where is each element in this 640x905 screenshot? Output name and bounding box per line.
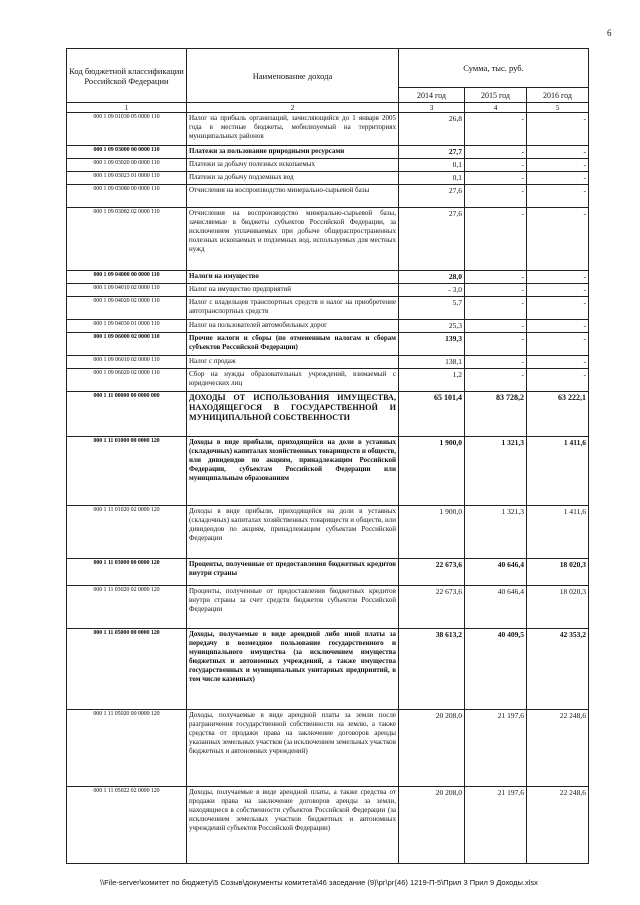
table-row	[67, 710, 589, 787]
amount-2015-cell: -	[465, 271, 527, 284]
table-row	[67, 392, 589, 437]
table-row	[67, 208, 589, 271]
amount-2015-cell: 40 646,4	[465, 586, 527, 629]
amount-2014-cell: 0,1	[399, 159, 465, 172]
header-year-2016: 2016 год	[527, 88, 589, 103]
table-row	[67, 185, 589, 208]
amount-2014-cell: 1 900,0	[399, 506, 465, 559]
budget-code-cell: 000 1 09 03020 00 0000 110	[67, 159, 187, 172]
table-row	[67, 559, 589, 586]
revenue-name-cell: Проценты, полученные от предоставления бюджетных кредитов внутри страны	[187, 559, 399, 586]
budget-code-cell: 000 1 09 03000 00 0000 110	[67, 146, 187, 159]
amount-2016-cell: 42 353,2	[527, 629, 589, 710]
amount-2014-cell: 38 613,2	[399, 629, 465, 710]
amount-2016-cell: -	[527, 113, 589, 146]
amount-2015-cell: 40 646,4	[465, 559, 527, 586]
amount-2016-cell: 22 248,6	[527, 710, 589, 787]
revenue-name-cell: Сбор на нужды образовательных учреждений, взимаемый с юридических лиц	[187, 369, 399, 392]
amount-2016-cell: -	[527, 185, 589, 208]
budget-code-cell: 000 1 09 06020 02 0000 110	[67, 369, 187, 392]
amount-2015-cell: -	[465, 146, 527, 159]
amount-2014-cell: 0,1	[399, 172, 465, 185]
budget-code-cell: 000 1 11 01020 02 0000 120	[67, 506, 187, 559]
table-body	[67, 113, 589, 864]
table-row	[67, 159, 589, 172]
table-row	[67, 320, 589, 333]
table-row	[67, 113, 589, 146]
amount-2015-cell: 40 409,5	[465, 629, 527, 710]
amount-2015-cell: -	[465, 185, 527, 208]
amount-2015-cell: -	[465, 208, 527, 271]
amount-2015-cell: -	[465, 333, 527, 356]
header-code-column: Код бюджетной классификации Российской Федерации	[67, 49, 187, 103]
budget-code-cell: 000 1 11 01000 00 0000 120	[67, 437, 187, 506]
amount-2014-cell: 22 673,6	[399, 559, 465, 586]
revenue-name-cell: Доходы в виде прибыли, приходящейся на доли в уставных (складочных) капиталах хозяйственных товариществ и обществ, или дивидендов по акциям, принадлежащим Российской Федерации, субъектам Российской Федерации или муниципальным образованиям	[187, 437, 399, 506]
revenue-name-cell: Доходы в виде прибыли, приходящейся на доли в уставных (складочных) капиталах хозяйственных товариществ и обществ, или дивидендов по акциям, принадлежащим субъектам Российской Федерации	[187, 506, 399, 559]
column-number: 4	[465, 103, 527, 113]
revenue-name-cell: Проценты, полученные от предоставления бюджетных кредитов внутри страны за счет средств бюджетов субъектов Российской Федерации	[187, 586, 399, 629]
budget-code-cell: 000 1 09 04030 01 0000 110	[67, 320, 187, 333]
amount-2014-cell: 1,2	[399, 369, 465, 392]
amount-2016-cell: -	[527, 356, 589, 369]
budget-code-cell: 000 1 09 04020 02 0000 110	[67, 297, 187, 320]
amount-2014-cell: 20 208,0	[399, 787, 465, 864]
table-row	[67, 586, 589, 629]
column-number: 2	[187, 103, 399, 113]
amount-2016-cell: -	[527, 208, 589, 271]
file-path-footer: \\File-server\комитет по бюджету\5 Созыв\документы комитета\46 заседание (9)\рг\рг(46) 1219-П-5\Прил 3 Прил 9 Доходы.xlsx	[100, 878, 538, 887]
budget-code-cell: 000 1 11 00000 00 0000 000	[67, 392, 187, 437]
amount-2016-cell: 18 020,3	[527, 586, 589, 629]
amount-2014-cell: 27,6	[399, 208, 465, 271]
amount-2014-cell: 138,1	[399, 356, 465, 369]
amount-2014-cell: 28,0	[399, 271, 465, 284]
amount-2016-cell: -	[527, 271, 589, 284]
table-row	[67, 437, 589, 506]
amount-2016-cell: -	[527, 297, 589, 320]
header-year-2014: 2014 год	[399, 88, 465, 103]
column-number: 5	[527, 103, 589, 113]
budget-code-cell: 000 1 09 06000 02 0000 110	[67, 333, 187, 356]
column-number: 1	[67, 103, 187, 113]
amount-2015-cell: 21 197,6	[465, 787, 527, 864]
table-row	[67, 297, 589, 320]
amount-2014-cell: 1 900,0	[399, 437, 465, 506]
budget-code-cell: 000 1 09 04000 00 0000 110	[67, 271, 187, 284]
revenue-name-cell: Налоги на имущество	[187, 271, 399, 284]
amount-2015-cell: -	[465, 320, 527, 333]
revenue-name-cell: Отчисления на воспроизводство минерально-сырьевой базы, зачисляемые в бюджеты субъектов Российской Федерации, за исключением уплачиваемых при добыче общераспространенных полезных ископаемых и подземных вод, используемых для местных нужд	[187, 208, 399, 271]
amount-2016-cell: 1 411,6	[527, 506, 589, 559]
table-row	[67, 172, 589, 185]
amount-2016-cell: -	[527, 369, 589, 392]
revenue-name-cell: Налог с продаж	[187, 356, 399, 369]
amount-2016-cell: 1 411,6	[527, 437, 589, 506]
column-number: 3	[399, 103, 465, 113]
revenue-name-cell: ДОХОДЫ ОТ ИСПОЛЬЗОВАНИЯ ИМУЩЕСТВА, НАХОДЯЩЕГОСЯ В ГОСУДАРСТВЕННОЙ И МУНИЦИПАЛЬНОЙ СОБСТВЕННОСТИ	[187, 392, 399, 437]
amount-2015-cell: -	[465, 159, 527, 172]
budget-code-cell: 000 1 11 05020 00 0000 120	[67, 710, 187, 787]
revenue-name-cell: Доходы, получаемые в виде арендной либо иной платы за передачу в возмездное пользование государственного и муниципального имущества (за исключением имущества бюджетных и автономных учреждений, а также имущества государственных и муниципальных унитарных предприятий, в том числе казенных)	[187, 629, 399, 710]
amount-2015-cell: 21 197,6	[465, 710, 527, 787]
amount-2016-cell: 63 222,1	[527, 392, 589, 437]
budget-code-cell: 000 1 11 05022 02 0000 120	[67, 787, 187, 864]
revenue-name-cell: Прочие налоги и сборы (по отмененным налогам и сборам субъектов Российской Федерации)	[187, 333, 399, 356]
revenue-name-cell: Налог на имущество предприятий	[187, 284, 399, 297]
amount-2014-cell: - 3,0	[399, 284, 465, 297]
revenue-name-cell: Отчисления на воспроизводство минерально-сырьевой базы	[187, 185, 399, 208]
table-row	[67, 506, 589, 559]
amount-2014-cell: 5,7	[399, 297, 465, 320]
amount-2014-cell: 20 208,0	[399, 710, 465, 787]
amount-2015-cell: 1 321,3	[465, 437, 527, 506]
amount-2015-cell: -	[465, 172, 527, 185]
revenue-name-cell: Платежи за добычу полезных ископаемых	[187, 159, 399, 172]
amount-2015-cell: 1 321,3	[465, 506, 527, 559]
budget-code-cell: 000 1 09 04010 02 0000 110	[67, 284, 187, 297]
revenue-name-cell: Платежи за пользование природными ресурсами	[187, 146, 399, 159]
amount-2014-cell: 27,6	[399, 185, 465, 208]
budget-code-cell: 000 1 09 06010 02 0000 110	[67, 356, 187, 369]
amount-2015-cell: -	[465, 284, 527, 297]
amount-2015-cell: -	[465, 356, 527, 369]
amount-2014-cell: 22 673,6	[399, 586, 465, 629]
budget-code-cell: 000 1 09 03082 02 0000 110	[67, 208, 187, 271]
amount-2014-cell: 26,8	[399, 113, 465, 146]
amount-2016-cell: -	[527, 159, 589, 172]
amount-2016-cell: -	[527, 146, 589, 159]
amount-2015-cell: -	[465, 113, 527, 146]
revenue-name-cell: Доходы, получаемые в виде арендной платы за земли после разграничения государственной собственности на землю, а также средства от продажи права на заключение договоров аренды указанных земельных участков (за исключением земельных участков бюджетных и автономных учреждений)	[187, 710, 399, 787]
header-year-2015: 2015 год	[465, 88, 527, 103]
budget-code-cell: 000 1 11 03020 02 0000 120	[67, 586, 187, 629]
budget-code-cell: 000 1 09 03080 00 0000 110	[67, 185, 187, 208]
revenue-name-cell: Доходы, получаемые в виде арендной платы, а также средства от продажи права на заключение договоров аренды за земли, находящиеся в собственности субъектов Российской Федерации (за исключением земельных участков бюджетных и автономных учреждений субъектов Российской Федерации)	[187, 787, 399, 864]
amount-2015-cell: 83 728,2	[465, 392, 527, 437]
table-row	[67, 333, 589, 356]
header-sum-column: Сумма, тыс. руб.	[399, 49, 589, 88]
amount-2016-cell: -	[527, 333, 589, 356]
amount-2016-cell: -	[527, 172, 589, 185]
table-row	[67, 271, 589, 284]
header-name-column: Наименование дохода	[187, 49, 399, 103]
budget-code-cell: 000 1 11 05000 00 0000 120	[67, 629, 187, 710]
table-row	[67, 629, 589, 710]
table-row	[67, 284, 589, 297]
amount-2014-cell: 65 101,4	[399, 392, 465, 437]
amount-2016-cell: 18 020,3	[527, 559, 589, 586]
amount-2014-cell: 25,3	[399, 320, 465, 333]
table-row	[67, 146, 589, 159]
budget-code-cell: 000 1 09 03023 01 0000 110	[67, 172, 187, 185]
table-row	[67, 787, 589, 864]
amount-2014-cell: 27,7	[399, 146, 465, 159]
amount-2016-cell: 22 248,6	[527, 787, 589, 864]
amount-2015-cell: -	[465, 369, 527, 392]
table-row	[67, 369, 589, 392]
revenue-table	[66, 48, 589, 864]
revenue-name-cell: Налог с владельцев транспортных средств и налог на приобретение автотранспортных средств	[187, 297, 399, 320]
revenue-name-cell: Налог на прибыль организаций, зачисляющийся до 1 января 2005 года в местные бюджеты, мобилизуемый на территориях муниципальных районов	[187, 113, 399, 146]
amount-2016-cell: -	[527, 320, 589, 333]
revenue-name-cell: Налог на пользователей автомобильных дорог	[187, 320, 399, 333]
budget-code-cell: 000 1 11 03000 00 0000 120	[67, 559, 187, 586]
amount-2016-cell: -	[527, 284, 589, 297]
page-number: 6	[607, 28, 612, 38]
revenue-name-cell: Платежи за добычу подземных вод	[187, 172, 399, 185]
amount-2014-cell: 139,3	[399, 333, 465, 356]
column-number-row	[67, 103, 589, 113]
table-row	[67, 356, 589, 369]
budget-code-cell: 000 1 09 01030 05 0000 110	[67, 113, 187, 146]
amount-2015-cell: -	[465, 297, 527, 320]
